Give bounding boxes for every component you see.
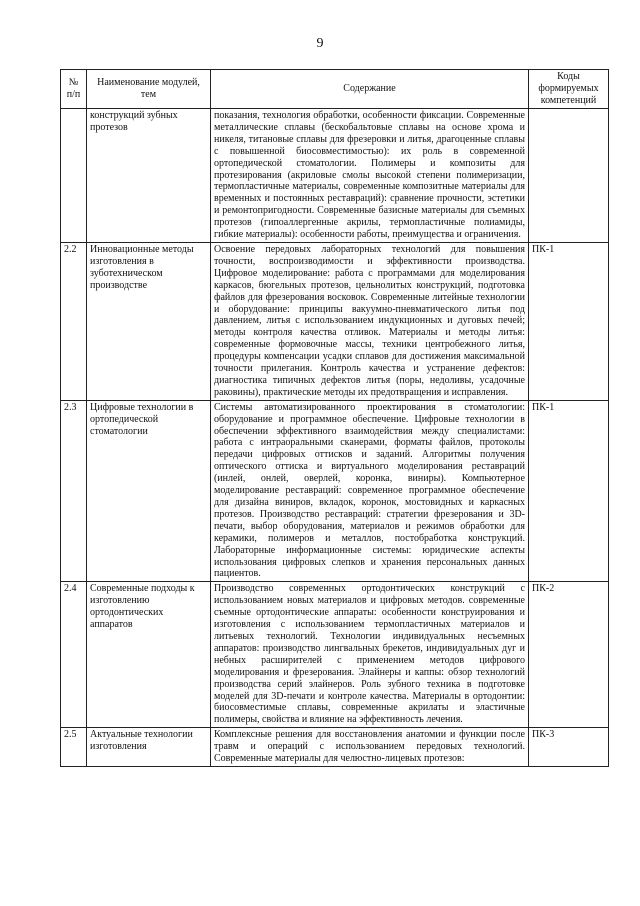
table-header-row (61, 70, 609, 109)
header-content: Содержание (211, 70, 529, 109)
row-content: Освоение передовых лабораторных технологий для повышения точности, воспроизводимости и эффективности производства. Цифровое моделирование: работа с программами для моделирования каркасов, бюгельных протезов, цельнолитых конструкций, подготовка файлов для фрезерования восковок. Современные литейные технологии и оборудование: принципы вакуумно-пневматического литья под давлением, литья с использованием индукционных и дуговых печей; методы контроля качества отливок. Материалы и методы литья: современные формовочные массы, техники центробежного литья, процедуры компенсации усадки сплавов для достижения максимальной точности прилегания. Контроль качества и устранение дефектов: диагностика типичных дефектов литья (поры, недоливы, усадочные раковины), практические методы их предотвращения и исправления. (211, 242, 529, 400)
table-row (61, 582, 609, 728)
table-row (61, 242, 609, 400)
row-code: ПК-2 (529, 582, 609, 728)
table-row (61, 109, 609, 243)
header-num: № п/п (61, 70, 87, 109)
row-code (529, 109, 609, 243)
table-row (61, 400, 609, 582)
row-module-name: Современные подходы к изготовлению ортодонтических аппаратов (87, 582, 211, 728)
row-code: ПК-1 (529, 400, 609, 582)
header-name: Наименование модулей, тем (87, 70, 211, 109)
row-num (61, 109, 87, 243)
row-module-name: Инновационные методы изготовления в зуботехническом производстве (87, 242, 211, 400)
row-num: 2.4 (61, 582, 87, 728)
curriculum-table (60, 69, 609, 767)
page-number: 9 (316, 36, 324, 51)
header-codes: Коды формируемых компетенций (529, 70, 609, 109)
row-content: показания, технология обработки, особенности фиксации. Современные металлические сплавы (бескобальтовые сплавы на основе хрома и никеля, титановые сплавы для фрезеровки и литья, драгоценные сплавы с повышенной биосовместимостью): их роль в современной ортопедической стоматологии. Полимеры и композиты для протезирования (акриловые смолы высокой степени полимеризации, термопластичные материалы, современные композитные материалы для временных и постоянных реставраций): сравнение прочности, эстетики и ремонтопригодности. Современные базисные материалы для съемных протезов (гипоаллергенные акрилы, термопластичные полиамиды, гибкие материалы): особенности работы, преимущества и ограничения. (211, 109, 529, 243)
row-module-name: Актуальные технологии изготовления (87, 728, 211, 767)
row-content: Производство современных ортодонтических конструкций с использованием новых материалов и цифровых методов. современные съемные ортодонтические аппараты: особенности конструирования и изготовления с использованием термопластичных материалов и литьевых технологий. Технологии индивидуальных несъемных аппаратов: производство лингвальных брекетов, индивидуальных дуг и небных расширителей с применением методов цифрового моделирования и фрезерования. Элайнеры и каппы: обзор технологий производства серий элайнеров. Роль зубного техника в подготовке моделей для 3D-печати и контроле качества. Материалы в ортодонтии: биосовместимые сплавы, современные акрилаты и эластичные полимеры, свойства и влияние на эффективность лечения. (211, 582, 529, 728)
row-code: ПК-1 (529, 242, 609, 400)
row-num: 2.5 (61, 728, 87, 767)
row-content: Комплексные решения для восстановления анатомии и функции после травм и операций с использованием передовых технологий. Современные материалы для челюстно-лицевых протезов: (211, 728, 529, 767)
row-num: 2.2 (61, 242, 87, 400)
row-content: Системы автоматизированного проектирования в стоматологии: оборудование и программное обеспечение. Цифровые технологии в обеспечении эффективного взаимодействия между специалистами: работа с интраоральными сканерами, форматы файлов, протоколы передачи цифровых оттисков и заданий. Алгоритмы получения оптического оттиска и виртуального моделирования реставраций (инлей, онлей, оверлей, коронка, виниры). Компьютерное моделирование реставраций: современное программное обеспечение для дизайна виниров, вкладок, коронок, мостовидных и каркасных протезов. Производство реставраций: стратегии фрезерования и 3D-печати, выбор оборудования, материалов и режимов обработки для керамики, полимеров и металлов, постобработка конструкций. Лабораторные информационные системы: юридические аспекты использования цифровых слепков и хранения персональных данных пациентов. (211, 400, 529, 582)
row-module-name: Цифровые технологии в ортопедической стоматологии (87, 400, 211, 582)
table-row (61, 728, 609, 767)
row-code: ПК-3 (529, 728, 609, 767)
row-module-name: конструкций зубных протезов (87, 109, 211, 243)
row-num: 2.3 (61, 400, 87, 582)
